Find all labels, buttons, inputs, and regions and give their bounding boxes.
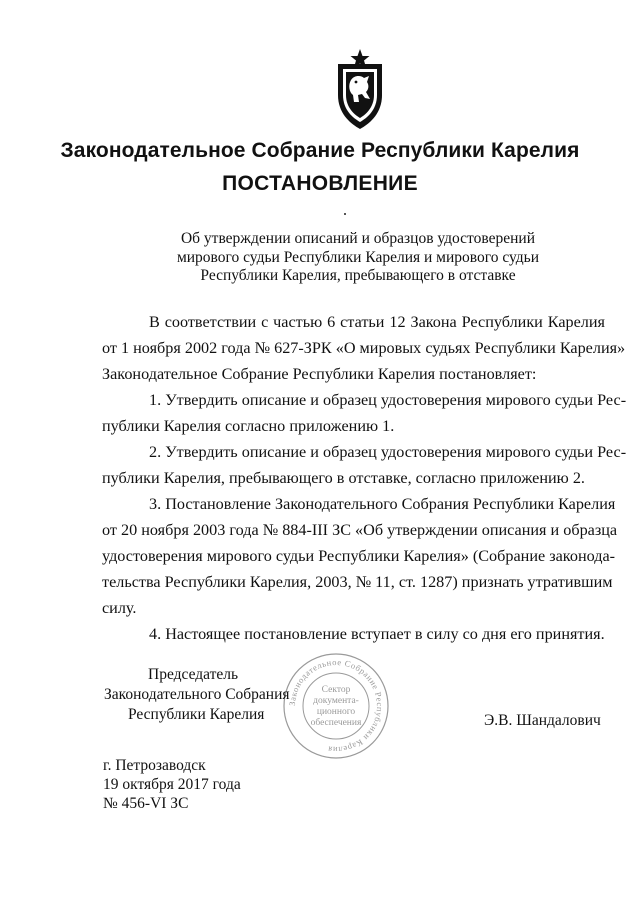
body-line: удостоверения мирового судьи Республики Карелия» (Собрание законода- (102, 547, 616, 565)
document-date: 19 октября 2017 года (103, 776, 241, 793)
stamp-center-line: документа- (313, 696, 359, 706)
body-line: 2. Утвердить описание и образец удостоверения мирового судьи Рес- (149, 443, 627, 461)
karelia-coat-of-arms-icon (331, 47, 389, 131)
stamp-center-line: Сектор (321, 685, 351, 695)
body-line: публики Карелия, пребывающего в отставке, согласно приложению 2. (102, 469, 585, 487)
body-line: от 1 ноября 2002 года № 627-ЗРК «О мировых судьях Республики Карелия» (102, 339, 626, 357)
body-line: В соответствии с частью 6 статьи 12 Закона Республики Карелия (149, 313, 605, 331)
stamp-center-line: обеспечения (310, 718, 362, 728)
separator-dot (344, 213, 346, 215)
signatory-name: Э.В. Шандалович (484, 712, 601, 729)
subject-line: мирового судьи Республики Карелия и мирового судьи (176, 248, 540, 266)
stamp-ring-text: Законодательное Собрание Республики Карелия (286, 656, 386, 756)
organization-title: Законодательное Собрание Республики Карелия (60, 139, 580, 162)
body-line: силу. (102, 599, 137, 617)
signatory-title-line: Республики Карелия (128, 706, 265, 723)
subject-line: Об утверждении описаний и образцов удостоверений (180, 230, 536, 247)
document-subject (148, 230, 568, 286)
document-type: ПОСТАНОВЛЕНИЕ (222, 172, 418, 195)
subject-line: Республики Карелия, пребывающего в отставке (200, 267, 516, 284)
document-number: № 456-VI ЗС (103, 795, 189, 812)
body-line: публики Карелия согласно приложению 1. (102, 417, 395, 435)
body-line: 3. Постановление Законодательного Собрания Республики Карелия (149, 495, 616, 513)
signatory-title-line: Законодательного Собрания (104, 686, 290, 703)
body-line: тельства Республики Карелия, 2003, № 11, ст. 1287) признать утратившим (102, 573, 613, 591)
stamp-center-line: ционного (316, 707, 356, 717)
body-line: 4. Настоящее постановление вступает в силу со дня его принятия. (149, 625, 605, 643)
body-line: от 20 ноября 2003 года № 884-III ЗС «Об утверждении описания и образца (102, 521, 618, 539)
document-place: г. Петрозаводск (103, 757, 206, 774)
signatory-title-line: Председатель (148, 666, 239, 683)
body-line: Законодательное Собрание Республики Карелия постановляет: (102, 365, 537, 383)
official-stamp (281, 651, 391, 761)
body-line: 1. Утвердить описание и образец удостоверения мирового судьи Рес- (149, 391, 627, 409)
